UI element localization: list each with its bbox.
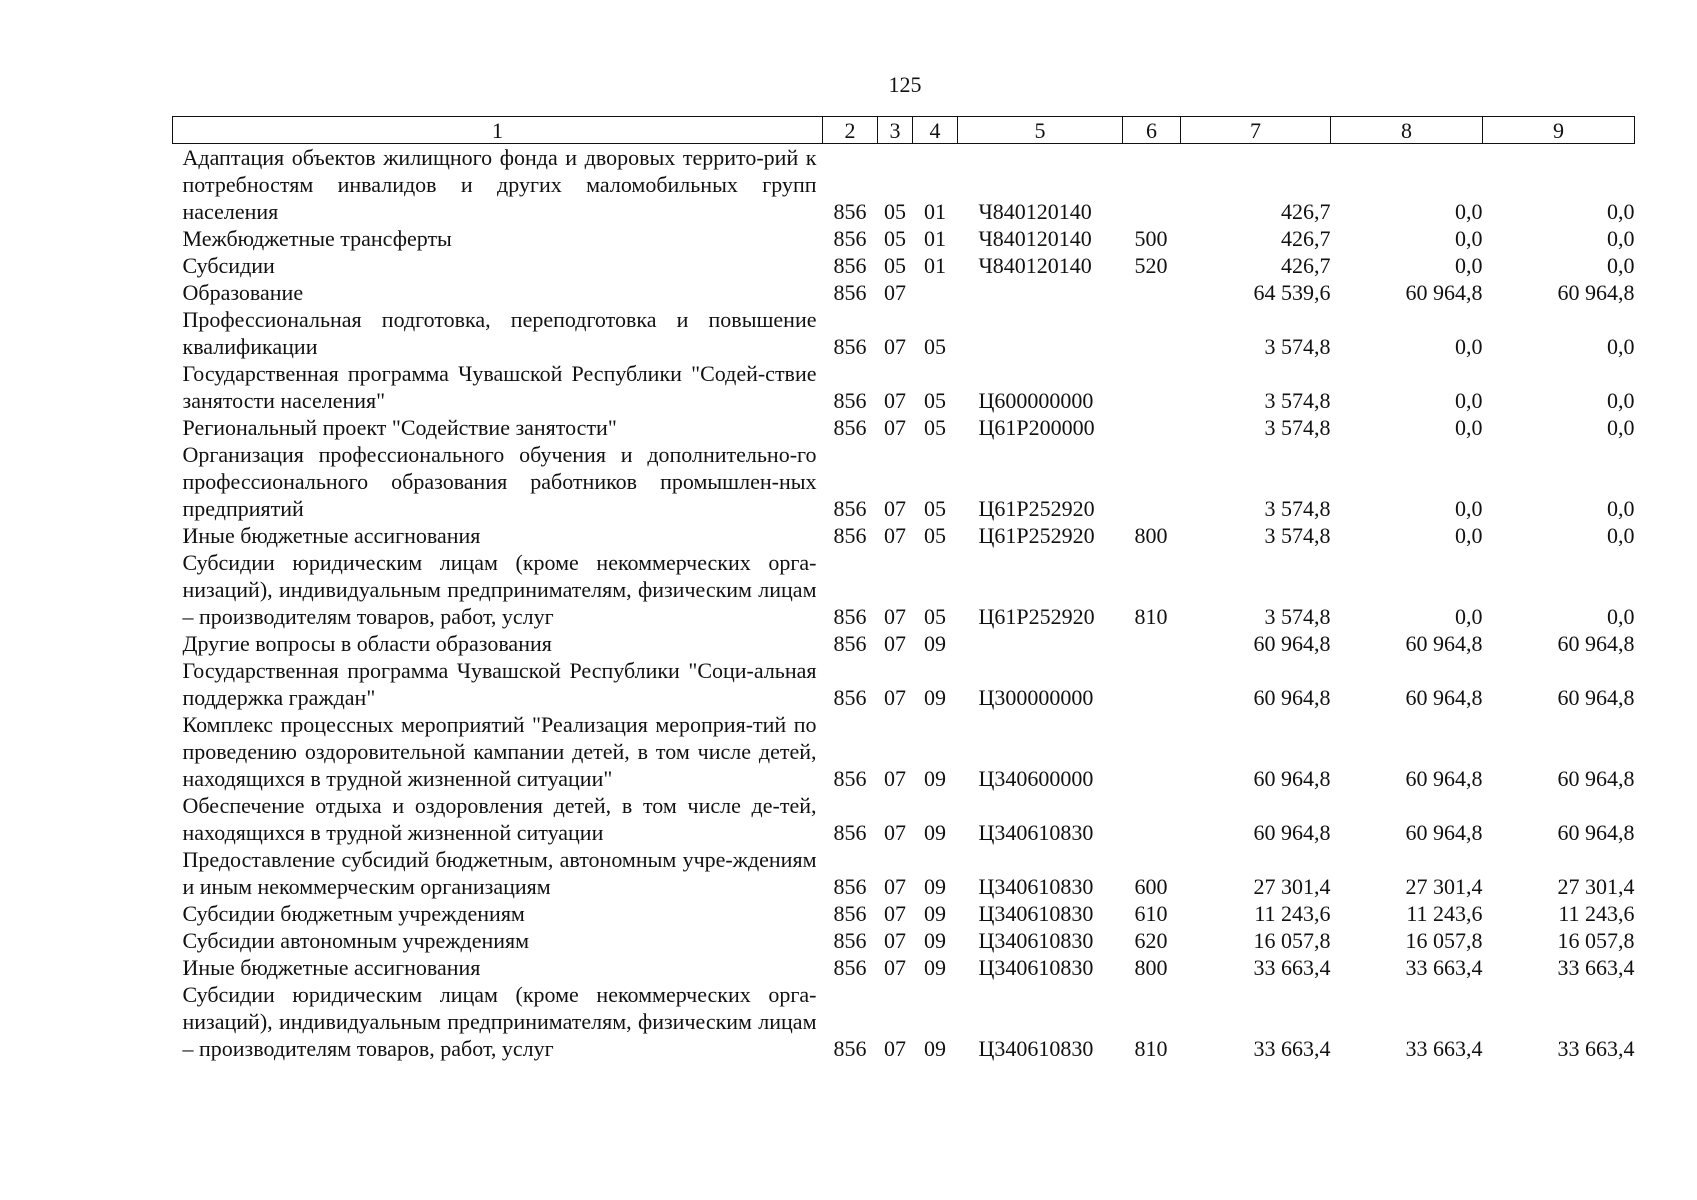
row-target-article [958,630,1123,657]
row-section: 07 [884,685,906,710]
row-description: Субсидии юридическим лицам (кроме некоммерческих орга-низаций), индивидуальным предпринимателям, физическим лицам – производителям товаров, работ, услуг [182,982,817,1061]
row-expense-type [1123,441,1181,522]
row-subsection: 01 [924,226,946,251]
row-ministry-code: 856 [833,280,867,305]
row-value-col7: 60 964,8 [1253,820,1331,845]
table-row [173,927,1635,954]
row-section: 07 [884,496,906,521]
row-value-col7: 3 574,8 [1264,523,1331,548]
row-value-col9: 60 964,8 [1557,631,1635,656]
row-value-col7: 11 243,6 [1254,901,1331,926]
row-section: 07 [884,874,906,899]
row-value-col9: 60 964,8 [1557,685,1635,710]
row-subsection: 09 [924,955,946,980]
row-ministry-code: 856 [833,766,867,791]
row-subsection: 09 [924,820,946,845]
row-value-col8: 0,0 [1455,334,1483,359]
table-body [173,144,1635,1063]
row-value-col8: 0,0 [1455,253,1483,278]
row-section: 07 [884,928,906,953]
row-value-col9: 0,0 [1607,388,1635,413]
row-expense-type [1123,630,1181,657]
row-description: Иные бюджетные ассигнования [182,523,481,548]
row-expense-type [1123,792,1181,846]
row-target-article: Ц340610830 [978,1036,1094,1061]
row-value-col8: 27 301,4 [1405,874,1483,899]
row-target-article: Ч840120140 [978,253,1092,278]
row-ministry-code: 856 [833,685,867,710]
budget-table [172,116,1635,1062]
row-value-col9: 33 663,4 [1557,955,1635,980]
row-section: 07 [884,334,906,359]
row-expense-type [1123,360,1181,414]
row-description: Государственная программа Чувашской Республики "Содей-ствие занятости населения" [182,361,817,413]
header-row [173,117,1635,144]
table-row [173,306,1635,360]
row-expense-type [1123,711,1181,792]
row-value-col7: 64 539,6 [1253,280,1331,305]
table-header [173,117,1635,144]
row-target-article: Ц340600000 [978,766,1094,791]
header-col-5: 5 [958,117,1123,144]
row-value-col9: 16 057,8 [1557,928,1635,953]
row-value-col7: 33 663,4 [1253,955,1331,980]
row-section: 07 [884,631,906,656]
row-section: 05 [884,199,906,224]
row-target-article [958,279,1123,306]
header-col-8: 8 [1331,117,1483,144]
row-description: Региональный проект "Содействие занятости" [182,415,617,440]
row-description: Иные бюджетные ассигнования [182,955,481,980]
row-target-article: Ц340610830 [978,928,1094,953]
table-row [173,549,1635,630]
row-section: 07 [884,415,906,440]
row-expense-type: 520 [1134,253,1168,278]
row-value-col8: 11 243,6 [1406,901,1483,926]
row-expense-type: 500 [1134,226,1168,251]
row-expense-type: 810 [1134,1036,1168,1061]
row-subsection: 01 [924,253,946,278]
row-value-col7: 60 964,8 [1253,631,1331,656]
row-target-article: Ц61Р252920 [978,523,1095,548]
table-row [173,900,1635,927]
row-expense-type: 600 [1134,874,1168,899]
row-value-col7: 3 574,8 [1264,496,1331,521]
row-subsection: 09 [924,901,946,926]
row-target-article: Ц61Р252920 [978,496,1095,521]
row-subsection: 09 [924,685,946,710]
row-expense-type: 800 [1134,955,1168,980]
row-expense-type: 620 [1134,928,1168,953]
row-subsection: 05 [924,496,946,521]
header-col-3: 3 [878,117,913,144]
row-subsection: 09 [924,1036,946,1061]
row-section: 07 [884,523,906,548]
table-row [173,711,1635,792]
row-description: Другие вопросы в области образования [182,631,552,656]
row-value-col9: 27 301,4 [1557,874,1635,899]
row-value-col7: 60 964,8 [1253,766,1331,791]
row-target-article: Ц340610830 [978,955,1094,980]
table-row [173,630,1635,657]
row-value-col9: 0,0 [1607,604,1635,629]
row-ministry-code: 856 [833,334,867,359]
row-ministry-code: 856 [833,253,867,278]
row-section: 07 [884,388,906,413]
row-description: Профессиональная подготовка, переподготовка и повышение квалификации [182,307,817,359]
row-subsection: 05 [924,523,946,548]
header-col-4: 4 [913,117,958,144]
row-target-article: Ц340610830 [978,874,1094,899]
row-value-col8: 0,0 [1455,388,1483,413]
table-row [173,954,1635,981]
row-description: Государственная программа Чувашской Республики "Соци-альная поддержка граждан" [182,658,817,710]
table-row [173,144,1635,226]
row-value-col7: 3 574,8 [1264,604,1331,629]
row-description: Адаптация объектов жилищного фонда и дворовых террито-рий к потребностям инвалидов и других маломобильных групп населения [182,145,817,224]
row-subsection: 05 [924,334,946,359]
row-value-col8: 33 663,4 [1405,1036,1483,1061]
row-section: 07 [884,955,906,980]
row-ministry-code: 856 [833,820,867,845]
header-col-6: 6 [1123,117,1181,144]
row-target-article: Ц300000000 [978,685,1094,710]
row-description: Предоставление субсидий бюджетным, автономным учре-ждениям и иным некоммерческим организациям [182,847,817,899]
row-description: Субсидии автономным учреждениям [182,928,530,953]
row-value-col7: 33 663,4 [1253,1036,1331,1061]
table-row [173,225,1635,252]
row-section: 07 [884,820,906,845]
row-section: 07 [884,1036,906,1061]
row-value-col8: 60 964,8 [1405,820,1483,845]
row-expense-type [1123,657,1181,711]
row-ministry-code: 856 [833,631,867,656]
row-value-col9: 60 964,8 [1557,280,1635,305]
row-target-article: Ц340610830 [978,901,1094,926]
row-value-col9: 0,0 [1607,199,1635,224]
row-value-col9: 0,0 [1607,334,1635,359]
row-ministry-code: 856 [833,874,867,899]
row-description: Субсидии [182,253,275,278]
row-value-col7: 3 574,8 [1264,415,1331,440]
row-subsection: 01 [924,199,946,224]
row-value-col8: 60 964,8 [1405,280,1483,305]
row-value-col8: 0,0 [1455,226,1483,251]
row-expense-type: 610 [1134,901,1168,926]
row-value-col9: 0,0 [1607,496,1635,521]
row-value-col7: 426,7 [1281,253,1331,278]
row-subsection: 05 [924,604,946,629]
row-ministry-code: 856 [833,388,867,413]
row-ministry-code: 856 [833,901,867,926]
row-description: Обеспечение отдыха и оздоровления детей, в том числе де-тей, находящихся в трудной жизненной ситуации [182,793,817,845]
row-expense-type: 810 [1134,604,1168,629]
row-ministry-code: 856 [833,496,867,521]
table-row [173,522,1635,549]
row-value-col9: 0,0 [1607,226,1635,251]
row-section: 07 [884,604,906,629]
row-subsection: 05 [924,415,946,440]
row-value-col7: 426,7 [1281,226,1331,251]
header-col-7: 7 [1181,117,1331,144]
row-value-col9: 60 964,8 [1557,820,1635,845]
row-section: 07 [884,280,906,305]
table-row [173,981,1635,1062]
row-target-article: Ц61Р252920 [978,604,1095,629]
row-subsection: 09 [924,631,946,656]
row-target-article: Ч840120140 [978,199,1092,224]
row-ministry-code: 856 [833,415,867,440]
row-target-article: Ц340610830 [978,820,1094,845]
page-number: 125 [888,72,922,97]
row-section: 07 [884,766,906,791]
row-expense-type [1123,144,1181,226]
row-expense-type [1123,306,1181,360]
row-subsection: 05 [924,388,946,413]
row-description: Субсидии юридическим лицам (кроме некоммерческих орга-низаций), индивидуальным предпринимателям, физическим лицам – производителям товаров, работ, услуг [182,550,817,629]
row-ministry-code: 856 [833,955,867,980]
row-target-article: Ц61Р200000 [978,415,1095,440]
row-value-col7: 426,7 [1281,199,1331,224]
row-section: 05 [884,253,906,278]
row-ministry-code: 856 [833,1036,867,1061]
row-subsection: 09 [924,766,946,791]
row-value-col9: 60 964,8 [1557,766,1635,791]
row-value-col8: 0,0 [1455,199,1483,224]
row-description: Субсидии бюджетным учреждениям [182,901,525,926]
row-value-col7: 3 574,8 [1264,334,1331,359]
row-description: Организация профессионального обучения и дополнительно-го профессионального образования работников промышлен-ных предприятий [182,442,817,521]
table-row [173,252,1635,279]
row-ministry-code: 856 [833,523,867,548]
row-value-col8: 0,0 [1455,604,1483,629]
row-value-col7: 3 574,8 [1264,388,1331,413]
table-row [173,441,1635,522]
row-subsection [913,279,958,306]
row-ministry-code: 856 [833,199,867,224]
row-target-article: Ч840120140 [978,226,1092,251]
table-row [173,279,1635,306]
header-col-9: 9 [1483,117,1635,144]
row-target-article: Ц600000000 [978,388,1094,413]
table-row [173,846,1635,900]
row-value-col8: 60 964,8 [1405,766,1483,791]
row-expense-type [1123,279,1181,306]
row-value-col8: 0,0 [1455,523,1483,548]
row-value-col7: 27 301,4 [1253,874,1331,899]
header-col-1: 1 [173,117,823,144]
row-section: 05 [884,226,906,251]
table-row [173,792,1635,846]
header-col-2: 2 [823,117,878,144]
row-description: Образование [182,280,304,305]
table-row [173,360,1635,414]
row-value-col7: 16 057,8 [1253,928,1331,953]
row-expense-type: 800 [1134,523,1168,548]
row-value-col9: 11 243,6 [1558,901,1635,926]
row-description: Комплекс процессных мероприятий "Реализация мероприя-тий по проведению оздоровительной кампании детей, в том числе детей, находящихся в трудной жизненной ситуации" [182,712,817,791]
row-value-col7: 60 964,8 [1253,685,1331,710]
row-value-col9: 0,0 [1607,415,1635,440]
row-value-col9: 0,0 [1607,523,1635,548]
row-ministry-code: 856 [833,928,867,953]
row-value-col8: 60 964,8 [1405,631,1483,656]
row-value-col8: 0,0 [1455,496,1483,521]
row-section: 07 [884,901,906,926]
row-ministry-code: 856 [833,604,867,629]
row-description: Межбюджетные трансферты [182,226,452,251]
row-value-col8: 16 057,8 [1405,928,1483,953]
row-value-col8: 60 964,8 [1405,685,1483,710]
table-row [173,657,1635,711]
row-value-col8: 0,0 [1455,415,1483,440]
row-value-col9: 33 663,4 [1557,1036,1635,1061]
row-target-article [958,306,1123,360]
row-ministry-code: 856 [833,226,867,251]
table-row [173,414,1635,441]
row-expense-type [1123,414,1181,441]
row-value-col8: 33 663,4 [1405,955,1483,980]
row-subsection: 09 [924,928,946,953]
row-subsection: 09 [924,874,946,899]
row-value-col9: 0,0 [1607,253,1635,278]
